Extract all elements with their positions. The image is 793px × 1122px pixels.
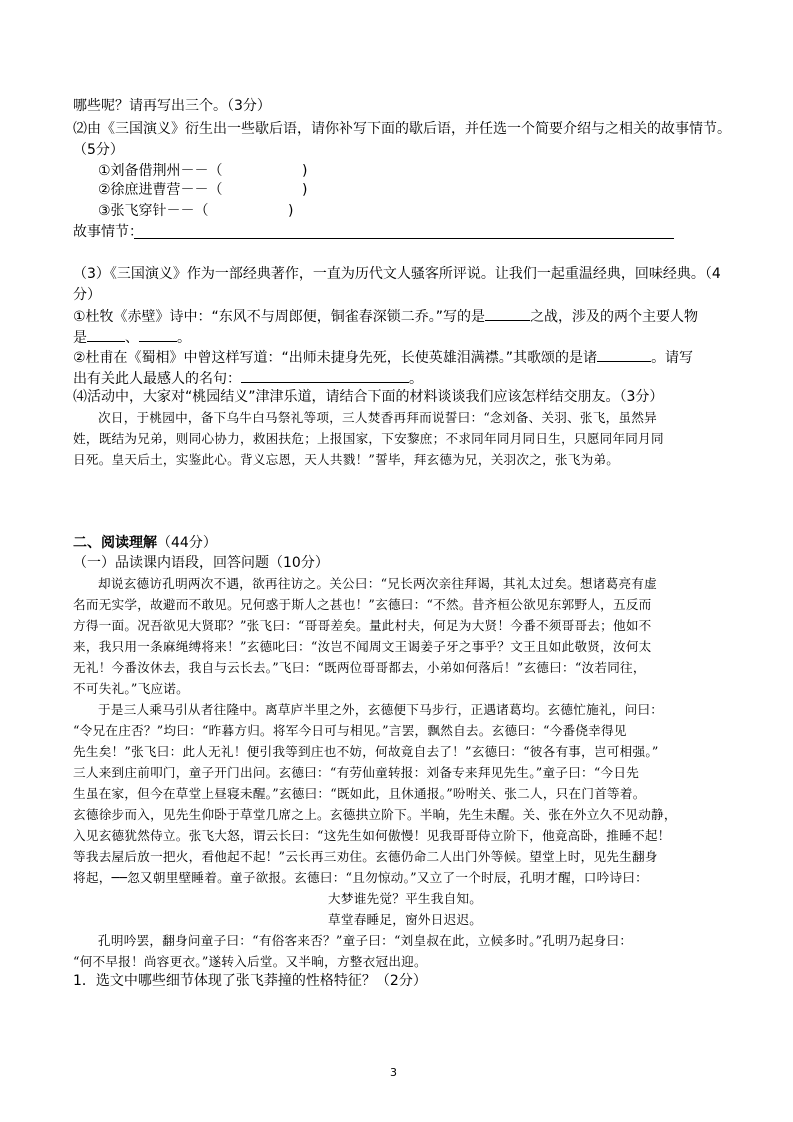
famous-quote-blank (241, 369, 409, 383)
passage-line-10: 三人来到庄前叩门，童子开门出问。玄德曰：“有劳仙童转报：刘备专来拜见先生。”童子曰：“今日先 (73, 765, 640, 780)
poem-line-1: 大梦谁先觉？平生我自知。 (328, 891, 483, 906)
section2-subheading: （一）品读课内语段，回答问题（10分） (73, 555, 329, 571)
q1-part3-line1: （3）《三国演义》作为一部经典著作，一直为历代文人骚客所评说。让我们一起重温经典，回味经典。（4 (73, 266, 721, 282)
q1-part2-points: （5分） (73, 142, 124, 158)
material-line-2: 姓，既结为兄弟，则同心协力，救困扶危；上报国家，下安黎庶；不求同年同月同日生，只愿同年同月同 (73, 431, 664, 446)
passage-line-3: 方得一面。况吾欲见大贤耶？”张飞曰：“哥哥差矣。量此村夫，何足为大贤！今番不须哥哥去；他如不 (73, 618, 652, 633)
passage-line-8: “令兄在庄否？”均曰：“昨暮方归。将军今日可与相见。”言罢，飘然自去。玄德曰：“今番侥幸得见 (73, 723, 627, 738)
passage-line-1: 却说玄德访孔明两次不遇，欲再往访之。关公曰：“兄长两次亲往拜谒，其礼太过矣。想诸葛亮有虚 (98, 576, 657, 591)
q1-sub2-line1: ②杜甫在《蜀相》中曾这样写道：“出师未捷身先死，长使英雄泪满襟。”其歌颂的是诸 。请写 (73, 350, 694, 366)
xiehouyu-item-2-close: ) (302, 182, 308, 198)
material-line-3: 日死。皇天后土，实鉴此心。背义忘恩，天人共戮！”誓毕，拜玄德为兄，关羽次之，张飞为弟。 (73, 452, 620, 467)
section2-heading: 二、阅读理解（44分） (73, 535, 217, 551)
passage-line-4: 来，我只用一条麻绳缚将来！”玄德叱曰：“汝岂不闻周文王谒姜子牙之事乎？文王且如此敬贤，汝何太 (73, 639, 652, 654)
page-number: 3 (390, 1066, 397, 1079)
passage-line-6: 不可失礼。”飞应诺。 (73, 681, 189, 696)
passage-end-line-1: 孔明吟罢，翻身问童子曰：“有俗客来否？”童子曰：“刘皇叔在此，立候多时。”孔明乃起身曰： (98, 933, 633, 948)
passage-line-14: 等我去屋后放一把火，看他起不起！”云长再三劝住。玄德仍命二人出门外等候。望堂上时，见先生翻身 (73, 849, 658, 864)
xiehouyu-item-1: ①刘备借荆州－－（ (98, 163, 223, 179)
person-blank-1 (87, 328, 125, 342)
person-blank-2 (139, 328, 177, 342)
xiehouyu-item-3: ③张飞穿针－－（ (98, 203, 209, 219)
passage-line-11: 生虽在家，但今在草堂上昼寝未醒。”玄德曰：“既如此，且休通报。”吩咐关、张二人，只在门首等着。 (73, 786, 646, 801)
story-answer-line (134, 238, 674, 239)
story-label: 故事情节： (73, 224, 143, 240)
passage-line-7: 于是三人乘马引从者往隆中。离草庐半里之外，玄德便下马步行，正遇诸葛均。玄德忙施礼，问曰： (98, 702, 664, 717)
q1-cont-line: 哪些呢？请再写出三个。（3分） (73, 98, 271, 114)
passage-line-15: 将起，──忽又朝里壁睡着。童子欲报。玄德曰：“且勿惊动。”又立了一个时辰，孔明才醒，口吟诗曰： (73, 870, 649, 885)
passage-line-2: 名而无实学，故避而不敢见。兄何惑于斯人之甚也！”玄德曰：“不然。昔齐桓公欲见东郭野人，五反而 (73, 597, 652, 612)
passage-end-line-2: “何不早报！尚容更衣。”遂转入后堂。又半晌，方整衣冠出迎。 (73, 954, 427, 969)
material-line-1: 次日，于桃园中，备下乌牛白马祭礼等项，三人焚香再拜而说誓曰：“念刘备、关羽、张飞，虽然异 (98, 410, 657, 425)
xiehouyu-item-2: ②徐庶进曹营－－（ (98, 182, 223, 198)
person-name-blank (597, 348, 651, 362)
q1-part3-line2: 分） (73, 287, 101, 303)
passage-line-5: 无礼！今番汝休去，我自与云长去。”飞曰：“既两位哥哥都去，小弟如何落后！”玄德曰：“汝若同往， (73, 660, 646, 675)
q1-sub1-line1: ①杜牧《赤壁》诗中：“东风不与周郎便，铜雀春深锁二乔。”写的是 之战，涉及的两个主要人物 (73, 309, 699, 325)
xiehouyu-item-3-close: ) (288, 203, 294, 219)
battle-blank (485, 307, 530, 321)
xiehouyu-item-1-close: ) (302, 163, 308, 179)
passage-line-12: 玄德徐步而入，见先生仰卧于草堂几席之上。玄德拱立阶下。半晌，先生未醒。关、张在外立久不见动静， (73, 807, 677, 822)
q1-sub2-line2: 出有关此人最感人的名句： 。 (73, 371, 423, 387)
q1-part4: ⑷活动中，大家对“桃园结义”津津乐道，请结合下面的材料谈谈我们应该怎样结交朋友。（3分） (73, 389, 664, 405)
passage-line-13: 入见玄德犹然侍立。张飞大怒，谓云长曰：“这先生如何傲慢！见我哥哥侍立阶下，他竟高卧，推睡不起！ (73, 828, 671, 843)
q1-sub1-line2: 是 、 。 (73, 330, 191, 346)
poem-line-2: 草堂春睡足，窗外日迟迟。 (328, 912, 483, 927)
question-1: 1．选文中哪些细节体现了张飞莽撞的性格特征？（2分） (73, 973, 427, 989)
passage-line-9: 先生矣！”张飞曰：此人无礼！便引我等到庄也不妨，何故竟自去了！”玄德曰：“彼各有事，岂可相强。” (73, 744, 659, 759)
q1-part2-intro: ⑵由《三国演义》衍生出一些歇后语，请你补写下面的歇后语，并任选一个简要介绍与之相关的故事情节。 (73, 121, 731, 137)
